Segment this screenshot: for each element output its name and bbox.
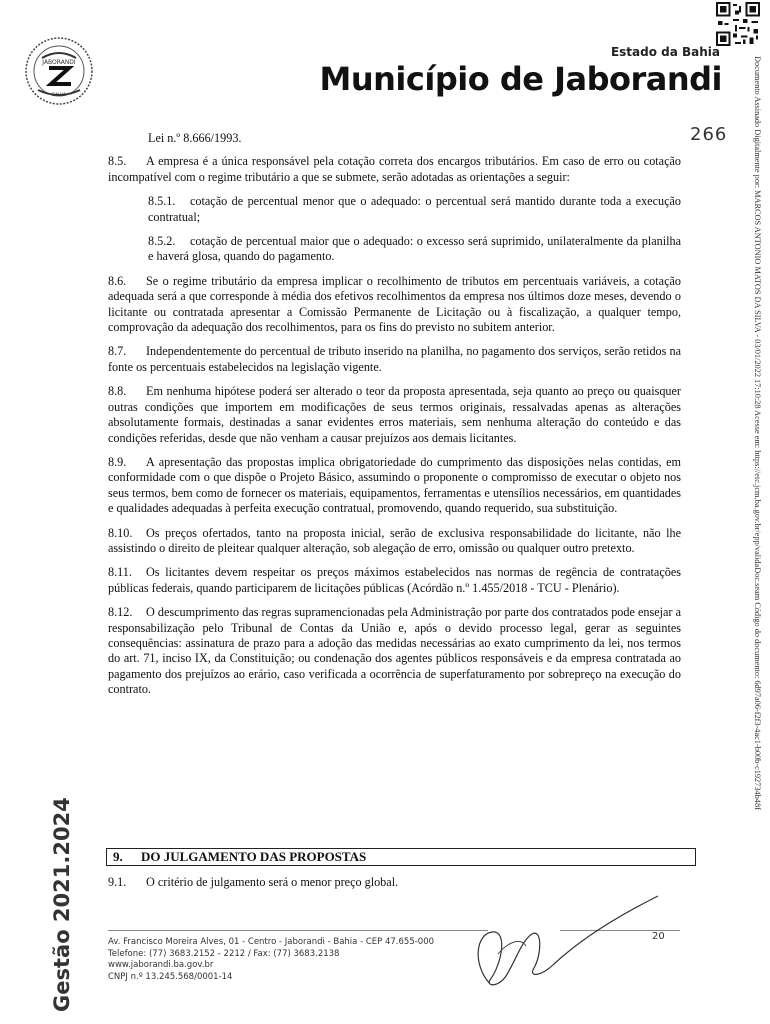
footer-website: www.jaborandi.ba.gov.br (108, 960, 214, 970)
paragraph-text: A apresentação das propostas implica obrigatoriedade do cumprimento das disposições nelas contidas, em conformidade com o que dispõe o Projeto Básico, assumindo o proponente o compromisso de executar o objeto nos seus termos, bem como de fornecer os materiais, equipamentos, ferramentas e utensílios necessários, em quantidades e qualidades adequadas à perfeita execução contratual, promovendo, quando requerido, sua substituição. (108, 454, 681, 516)
paragraph-number: 8.10. (108, 525, 133, 540)
paragraph-number: 8.6. (108, 273, 127, 288)
paragraph-8-7 (108, 344, 681, 375)
footer-contact (108, 937, 434, 983)
paragraph-8-5-1 (148, 194, 681, 225)
municipal-seal-logo (22, 34, 96, 108)
paragraph-text: A empresa é a única responsável pela cotação correta dos encargos tributários. Em caso de erro ou cotação incompatível com o regime tributário a que se submete, serão adotadas as orientações a seguir: (108, 154, 681, 184)
handwritten-signature (462, 884, 662, 994)
paragraph-9-1 (108, 875, 398, 890)
state-name: Estado da Bahia (610, 45, 720, 59)
qr-code (716, 2, 760, 46)
paragraph-text: cotação de percentual menor que o adequado: o percentual será mantido durante toda a execução contratual; (148, 194, 681, 224)
svg-text:JABORANDI: JABORANDI (42, 59, 76, 66)
paragraph-number: 8.8. (108, 384, 127, 399)
section-heading-9 (106, 848, 696, 866)
section-number: 9. (113, 849, 123, 864)
paragraph-text: O critério de julgamento será o menor preço global. (146, 875, 399, 889)
footer-divider (108, 930, 488, 931)
paragraph-8-12 (108, 605, 681, 697)
paragraph-number: 9.1. (108, 875, 127, 889)
document-body (108, 131, 681, 707)
paragraph-text: cotação de percentual maior que o adequado: o excesso será suprimido, unilateralmente da planilha e haverá glosa, quando do pagamento. (148, 234, 681, 264)
paragraph-text: O descumprimento das regras supramencionadas pela Administração por parte dos contratados pode ensejar a responsabilização pelo Tribunal de Contas da União e, após o devido processo legal, gerar as seguintes consequências: assinatura de prazo para a adoção das medidas necessárias ao exato cumprimento da lei, nos termos do art. 71, inciso IX, da Constituição; ou condenação dos agentes públicos responsáveis e da empresa contratada ao pagamento dos prejuízos ao erário, caso verificada a ocorrência de superfaturamento por sobrepreço na execução do contrato. (108, 605, 681, 697)
paragraph-text: Independentemente do percentual de tributo inserido na planilha, no pagamento dos serviços, serão retidos na fonte os percentuais estabelecidos na legislação vigente. (108, 344, 681, 374)
law-reference: Lei n.º 8.666/1993. (148, 131, 242, 145)
gestao-watermark: Gestão 2021.2024 (50, 797, 74, 1012)
paragraph-8-5-2 (148, 234, 681, 265)
paragraph-8-6 (108, 274, 681, 336)
paragraph-8-5 (108, 154, 681, 185)
paragraph-text: Em nenhuma hipótese poderá ser alterado o teor da proposta apresentada, seja quanto ao preço ou quaisquer outras condições que importem em modificações de seus termos originais, ressalvadas apenas as alterações absolutamente formais, destinadas a sanar evidentes erros materiais, sem nenhuma alteração do conteúdo e das condições referidas, desde que não venham a causar prejuízos aos demais licitantes. (108, 384, 681, 445)
paragraph-number: 8.5. (108, 154, 127, 169)
paragraph-number: 8.12. (108, 605, 133, 620)
paragraph-8-8 (108, 384, 681, 446)
footer-cnpj: CNPJ n.º 13.245.568/0001-14 (108, 971, 233, 982)
footer-address: Av. Francisco Moreira Alves, 01 - Centro - Jaborandi - Bahia - CEP 47.655-000 (108, 937, 435, 947)
paragraph-text: Os preços ofertados, tanto na proposta inicial, serão de exclusiva responsabilidade do licitante, não lhe assistindo o direito de pleitear qualquer alteração, sob alegação de erro, omissão ou qualquer outro pretexto. (108, 525, 681, 555)
paragraph-text: Se o regime tributário da empresa implicar o recolhimento de tributos em percentuais variáveis, a cotação adequada será a que corresponde à média dos efetivos recolhimentos da empresa nos últimos doze meses, devendo o licitante ou contratada apresentar a Comissão Permanente de Licitação ou à fiscalização, a qualquer tempo, comprovação da adequação dos recolhimentos, para os fins do previsto no subitem anterior. (108, 273, 681, 335)
paragraph-8-9 (108, 455, 681, 517)
page-number: 20 (652, 931, 665, 942)
paragraph-number: 8.5.1. (148, 194, 176, 209)
paragraph-number: 8.5.2. (148, 234, 176, 249)
paragraph-number: 8.7. (108, 344, 127, 359)
municipality-title: Município de Jaborandi (319, 60, 722, 98)
paragraph-number: 8.9. (108, 454, 127, 469)
digital-signature-text: Documento Assinado Digitalmente por: MARCOS ANTONIO MATOS DA SILVA - 03/01/2022 17:10:28 Acesse em: https://etc.jcm.ba.gov.br/epp/validaDoc.seam Código do documento: 6d97a06-f2f3-4ac1-b00b-c192734b48f (753, 56, 762, 810)
footer-phone: Telefone: (77) 3683.2152 - 2212 / Fax: (77) 3683.2138 (108, 948, 340, 959)
paragraph-number: 8.11. (108, 565, 132, 580)
digital-signature-sidebar (748, 56, 762, 810)
paragraph-8-11 (108, 565, 681, 596)
svg-text:BAHIA: BAHIA (52, 93, 66, 98)
page-stamp-number: 266 (690, 124, 728, 145)
paragraph-8-10 (108, 526, 681, 557)
paragraph-text: Os licitantes devem respeitar os preços máximos estabelecidos nas normas de regência de contratações públicas federais, quando participarem de licitações públicas (Acórdão n.º 1.455/2018 - TCU - Plenário). (108, 565, 681, 595)
section-title: DO JULGAMENTO DAS PROPOSTAS (141, 849, 367, 864)
